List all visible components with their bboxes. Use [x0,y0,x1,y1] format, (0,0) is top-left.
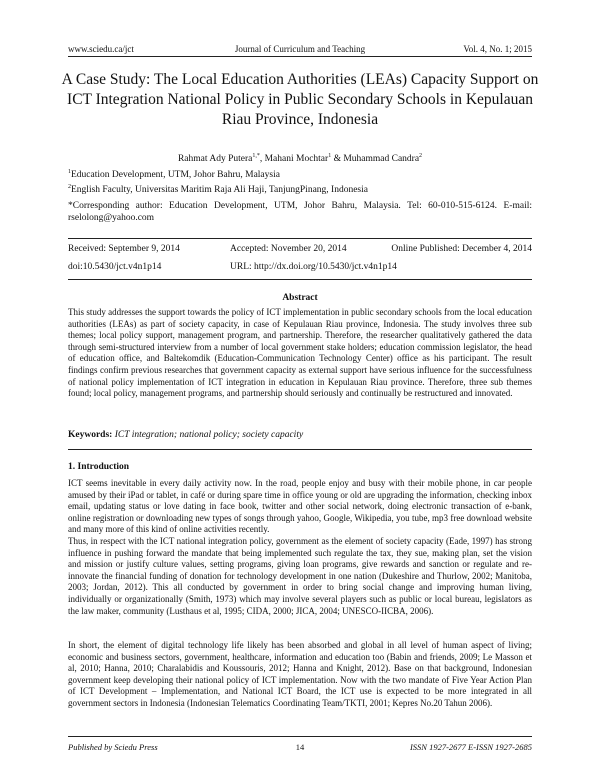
header-volume: Vol. 4, No. 1; 2015 [463,44,532,54]
keywords-rule [68,449,532,450]
footer-publisher: Published by Sciedu Press [68,742,158,752]
corresponding-author: *Corresponding author: Education Development, UTM, Johor Bahru, Malaysia. Tel: 60-010-515-6124. E-mail: rselolong@yahoo.com [68,201,532,223]
page-number: 14 [295,742,305,752]
footer-rule [68,736,532,737]
received-date: Received: September 9, 2014 [68,244,180,254]
doi[interactable]: doi:10.5430/jct.v4n1p14 [68,262,162,272]
author-sep-2: & Muhammad Candra [331,154,420,164]
affiliation-1-text: Education Development, UTM, Johor Bahru, Malaysia [71,170,280,180]
author-1-sup: 1,* [252,152,260,159]
affiliation-2 [68,184,532,196]
keywords-label: Keywords: [68,430,113,440]
header-journal: Journal of Curriculum and Teaching [234,44,366,54]
author-3-sup: 2 [419,152,423,159]
intro-paragraph-1: ICT seems inevitable in every daily activity now. In the road, people enjoy and busy with their mobile phone, in car people amused by their iPad or tablet, in café or during spare time in office young or old are upgrading the information, checking inbox email, updating status or love dating in face book, twitter and other social network, doing electronic transaction of e-bank, online registration or downloading new types of songs through yahoo, Google, Wikipedia, you tube, mp3 free download website and many more of this kind of online activities recently. [68,478,532,535]
author-line [68,154,532,164]
meta-rule-top [68,238,532,239]
header-website: www.sciedu.ca/jct [68,44,134,54]
header-rule [68,56,532,57]
author-sep-1: , Mahani Mochtar [259,154,329,164]
section-heading-introduction: 1. Introduction [68,462,130,472]
doi-url-link[interactable]: URL: http://dx.doi.org/10.5430/jct.v4n1p14 [230,262,397,272]
affiliation-2-text: English Faculty, Universitas Maritim Raja Ali Haji, TanjungPinang, Indonesia [71,185,368,195]
author-2-sup: 1 [328,152,332,159]
affiliation-2-sup: 2 [68,183,71,190]
meta-rule-bottom [68,279,532,280]
footer-issn: ISSN 1927-2677 E-ISSN 1927-2685 [409,742,532,752]
abstract-text: This study addresses the support towards the policy of ICT implementation in public secondary schools from the local education authorities (LEAs) as part of society capacity, in case of Kepulauan Riau province, Indonesia. The study involves three sub themes; local policy support, management program, and partnership. Therefore, the researcher qualitatively gathered the data through semi-structured interview from a number of local government stake holders; education commission legislator, the head of education office, and Baltekomdik (Education-Communication Technology Center) office as his participant. The result findings confirm previous researches that government capacity as external support have serious influence for the successfulness of national policy implementation of ICT integration in education in Kepulauan Riau province. Therefore, three sub themes found; local policy, management programs, and partnership should seriously and continually be restructured and innovated. [68,307,532,399]
intro-paragraph-3: In short, the element of digital technology life likely has been absorbed and global in all level of human aspect of living; economic and business sectors, government, healthcare, information and education too (Babin and friends, 2009; Le Masson et al, 2010; Hanna, 2010; Charalabidis and Koussouris, 2012; Hanna and Knight, 2012). Base on that background, Indonesian government keep developing their national policy of ICT implementation. Now with the two mandate of Five Year Action Plan of ICT Development – Implementation, and National ICT Board, the ICT use is expected to be more integrated in all government sectors in Indonesia (Indonesian Telematics Coordinating Team/TKTI, 2001; Kepres No.20 Tahun 2006). [68,640,532,708]
abstract-heading: Abstract [282,293,318,303]
affiliation-1-sup: 1 [68,168,71,175]
keywords-text: ICT integration; national policy; society capacity [114,430,304,440]
author-1: Rahmat Ady Putera [177,154,253,164]
intro-paragraph-2: Thus, in respect with the ICT national integration policy, government as the element of society capacity (Eade, 1997) has strong influence in pushing forward the mandate that being implemented such regulate the tax, they sue, making plan, set the vision and mission or justify culture values, setting programs, giving loan programs, give rewards and sanction or regulate and re-innovate the financial funding of donation for technology development in one nation (Dukeshire and Thurlow, 2002; Manitoba, 2003; Jordan, 2012). This all conducted by government in order to bring social change and improving human living, individually or organizationally (Smith, 1973) which may involve several players such as public or local bureau, legislators as the law maker, community (Lusthaus et al, 1995; CIDA, 2000; JICA, 2004; UNESCO-IICBA, 2006). [68,536,532,616]
keywords-line [68,430,532,440]
affiliation-1 [68,169,532,181]
published-date: Online Published: December 4, 2014 [391,244,532,254]
accepted-date: Accepted: November 20, 2014 [230,244,347,254]
paper-title: A Case Study: The Local Education Authorities (LEAs) Capacity Support on ICT Integration National Policy in Public Secondary Schools in Kepulauan Riau Province, Indonesia [61,71,539,128]
